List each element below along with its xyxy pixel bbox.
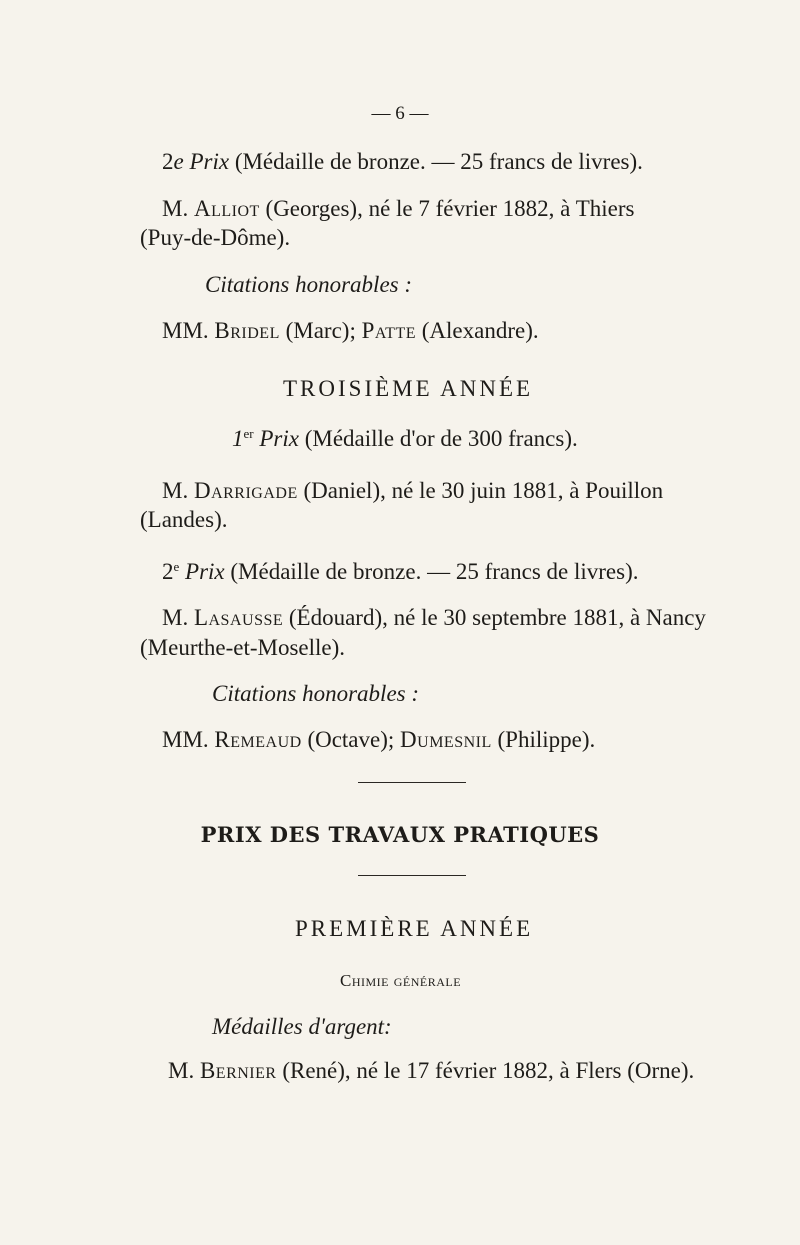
divider-rule [358, 875, 466, 876]
citation-text-1: (Octave); [307, 727, 395, 752]
citations-line [162, 726, 595, 754]
prize-details: (Médaille de bronze. — 25 francs de livres). [230, 559, 639, 584]
citations-label: Citations honorables : [212, 681, 420, 706]
citations-label: Citations honorables : [205, 272, 413, 297]
year-heading: PREMIÈRE ANNÉE [295, 916, 534, 941]
first-prize-line [232, 425, 578, 453]
winner-line-1 [162, 604, 706, 632]
winner-line-2: (Meurthe-et-Moselle). [140, 635, 346, 660]
prize-label: Prix [185, 559, 225, 584]
winner-title: M. [168, 1058, 195, 1083]
winner-line-2: (Landes). [140, 507, 228, 532]
winner-title: M. [162, 196, 189, 221]
citations-line [162, 317, 539, 345]
winner-line-2: (Puy-de-Dôme). [140, 225, 291, 250]
prize-ordinal: e [173, 559, 180, 574]
subject-heading: Chimie générale [340, 971, 462, 990]
winner-surname: Bernier [199, 1058, 277, 1083]
citation-name-2: Patte [361, 318, 417, 343]
winner-title: M. [162, 478, 189, 503]
winner-details: (Georges), né le 7 février 1882, à Thiers [265, 196, 635, 221]
prize-label: e Prix [173, 149, 230, 174]
citation-name-1: Bridel [214, 318, 280, 343]
citation-name-2: Dumesnil [400, 727, 492, 752]
citations-title: MM. [162, 318, 209, 343]
medals-label: Médailles d'argent: [212, 1014, 392, 1039]
prize-number: 1 [232, 426, 244, 451]
winner-line-1 [162, 195, 634, 223]
winner-surname: Lasausse [193, 605, 284, 630]
prize-number: 2 [162, 559, 174, 584]
section-heading-troisieme: TROISIÈME ANNÉE [283, 376, 534, 401]
second-prize-line [162, 148, 643, 176]
citation-text-1: (Marc); [285, 318, 356, 343]
winner-title: M. [162, 605, 189, 630]
citation-text-2: (Philippe). [497, 727, 596, 752]
prize-details: (Médaille d'or de 300 francs). [304, 426, 578, 451]
citations-title: MM. [162, 727, 209, 752]
winner-details: (René), né le 17 février 1882, à Flers (Orne). [282, 1058, 695, 1083]
section-heading-travaux: PRIX DES TRAVAUX PRATIQUES [200, 822, 600, 847]
winner-details: (Daniel), né le 30 juin 1881, à Pouillon [303, 478, 664, 503]
page-number: — 6 — [371, 103, 429, 124]
winner-line-1 [162, 477, 663, 505]
second-prize-line [162, 558, 638, 586]
citation-name-1: Remeaud [214, 727, 302, 752]
prize-number: 2 [162, 149, 174, 174]
prize-label: Prix [259, 426, 299, 451]
winner-line [168, 1057, 694, 1085]
citation-text-2: (Alexandre). [421, 318, 539, 343]
winner-surname: Alliot [193, 196, 260, 221]
winner-surname: Darrigade [193, 478, 298, 503]
winner-details: (Édouard), né le 30 septembre 1881, à Nancy [288, 605, 706, 630]
prize-details: (Médaille de bronze. — 25 francs de livres). [234, 149, 643, 174]
prize-ordinal: er [243, 426, 254, 441]
divider-rule [358, 782, 466, 783]
